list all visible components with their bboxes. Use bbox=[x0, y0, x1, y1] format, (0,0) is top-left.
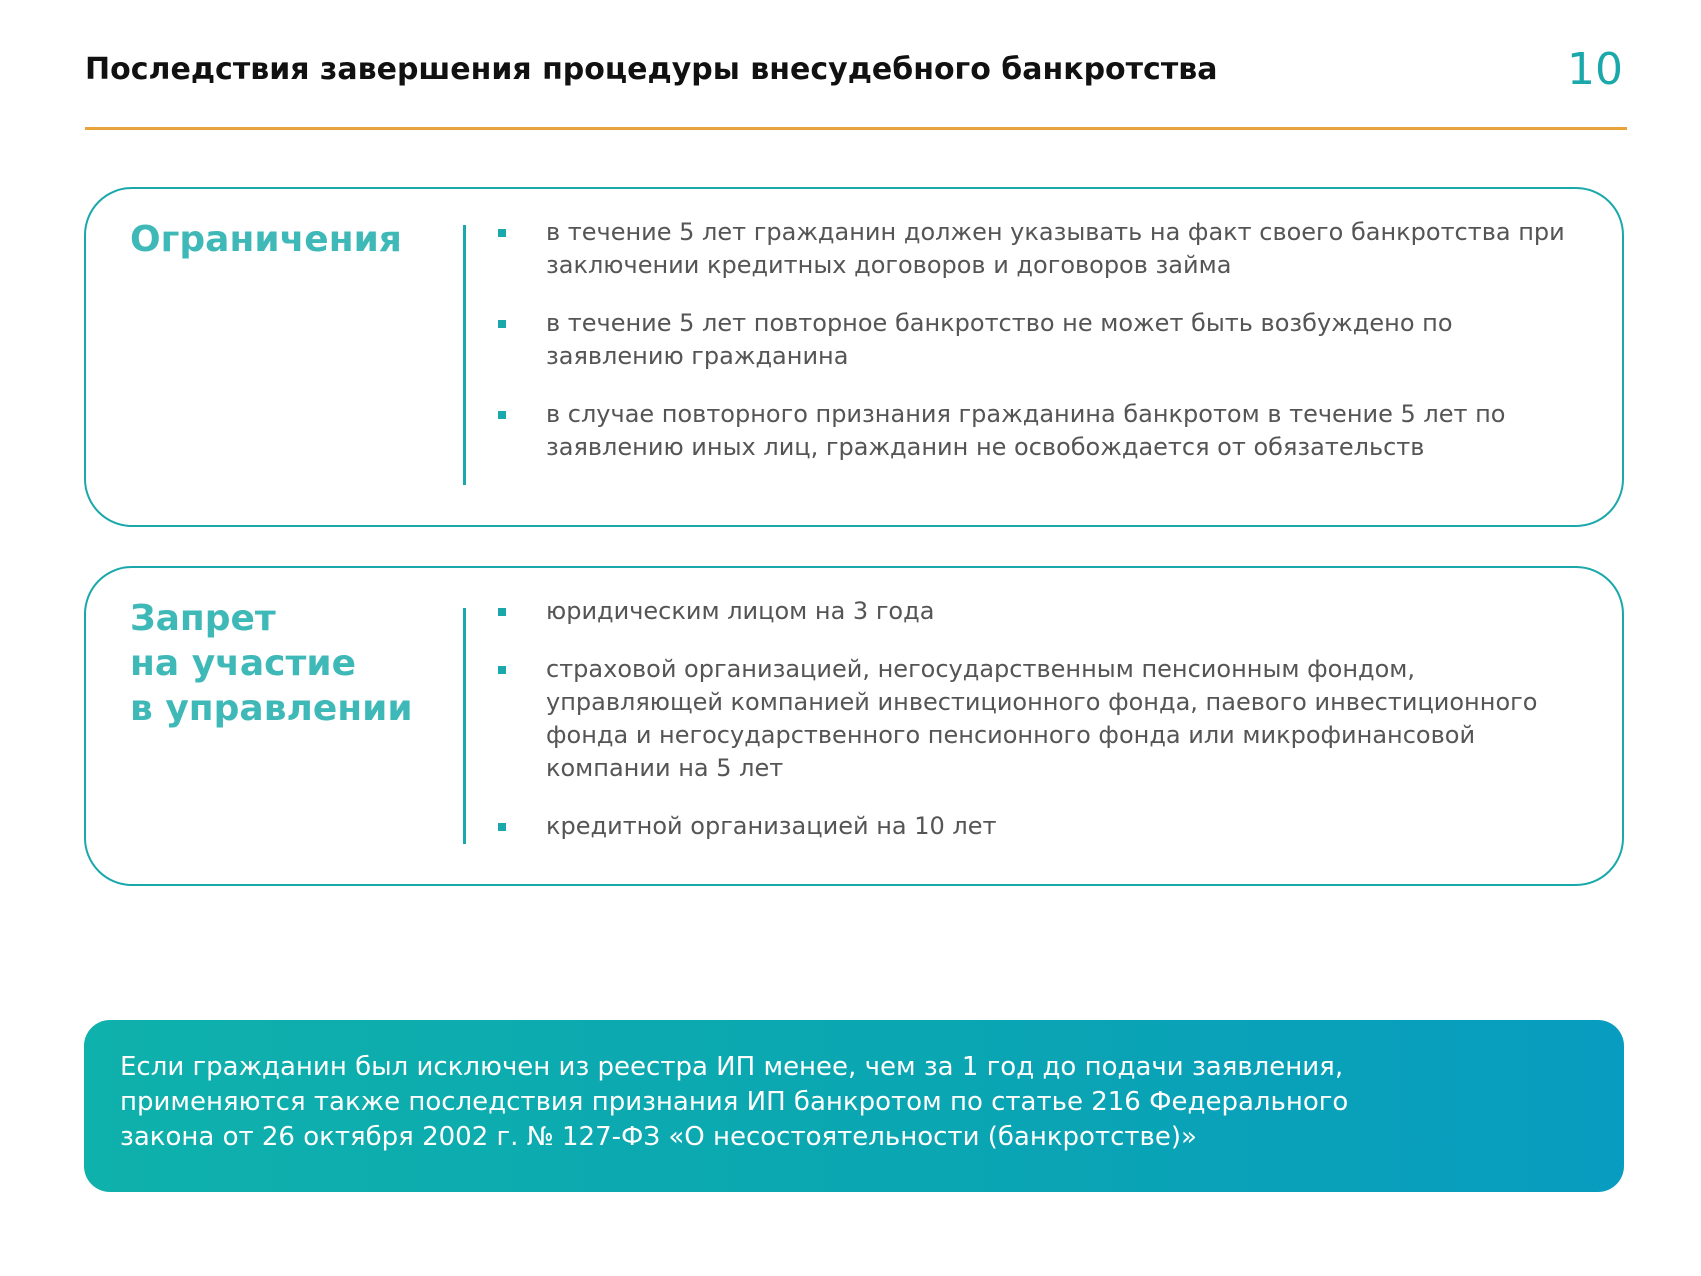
square-bullet-icon bbox=[498, 320, 506, 328]
list-item-text: в случае повторного признания гражданина банкротом в течение 5 лет по заявлению иных лиц, гражданин не освобождается от обязательств bbox=[546, 400, 1506, 461]
list-item bbox=[498, 810, 1582, 843]
list-item-text: юридическим лицом на 3 года bbox=[546, 597, 935, 625]
square-bullet-icon bbox=[498, 411, 506, 419]
list-item bbox=[498, 398, 1582, 464]
card-vertical-divider bbox=[463, 608, 466, 844]
square-bullet-icon bbox=[498, 608, 506, 616]
note-text: Если гражданин был исключен из реестра ИП менее, чем за 1 год до подачи заявления, применяются также последствия признания ИП банкротом по статье 216 Федерального закона от 26 октября 2002 г. № 127-ФЗ «О несостоятельности (банкротстве)» bbox=[120, 1052, 1349, 1152]
note-box bbox=[84, 1020, 1624, 1192]
list-item bbox=[498, 216, 1582, 282]
square-bullet-icon bbox=[498, 666, 506, 674]
card-vertical-divider bbox=[463, 225, 466, 485]
card-heading: Ограничения bbox=[130, 219, 402, 260]
page-title: Последствия завершения процедуры внесудебного банкротства bbox=[85, 52, 1218, 87]
list-item bbox=[498, 307, 1582, 373]
management-ban-list bbox=[498, 595, 1582, 843]
header-divider bbox=[85, 127, 1627, 130]
list-item-text: в течение 5 лет повторное банкротство не может быть возбуждено по заявлению гражданина bbox=[546, 309, 1453, 370]
list-item-text: кредитной организацией на 10 лет bbox=[546, 812, 997, 840]
restrictions-list bbox=[498, 216, 1582, 464]
list-item-text: страховой организацией, негосударственным пенсионным фондом, управляющей компанией инвестиционного фонда, паевого инвестиционного фонда и негосударственного пенсионного фонда или микрофинансовой компании на 5 лет bbox=[546, 655, 1538, 782]
square-bullet-icon bbox=[498, 229, 506, 237]
restrictions-card bbox=[84, 187, 1624, 527]
list-item bbox=[498, 653, 1582, 785]
management-ban-card bbox=[84, 566, 1624, 886]
square-bullet-icon bbox=[498, 823, 506, 831]
list-item bbox=[498, 595, 1582, 628]
card-heading: Запрет на участие в управлении bbox=[130, 598, 413, 729]
list-item-text: в течение 5 лет гражданин должен указывать на факт своего банкротства при заключении кредитных договоров и договоров займа bbox=[546, 218, 1565, 279]
page-number: 10 bbox=[1567, 44, 1623, 95]
